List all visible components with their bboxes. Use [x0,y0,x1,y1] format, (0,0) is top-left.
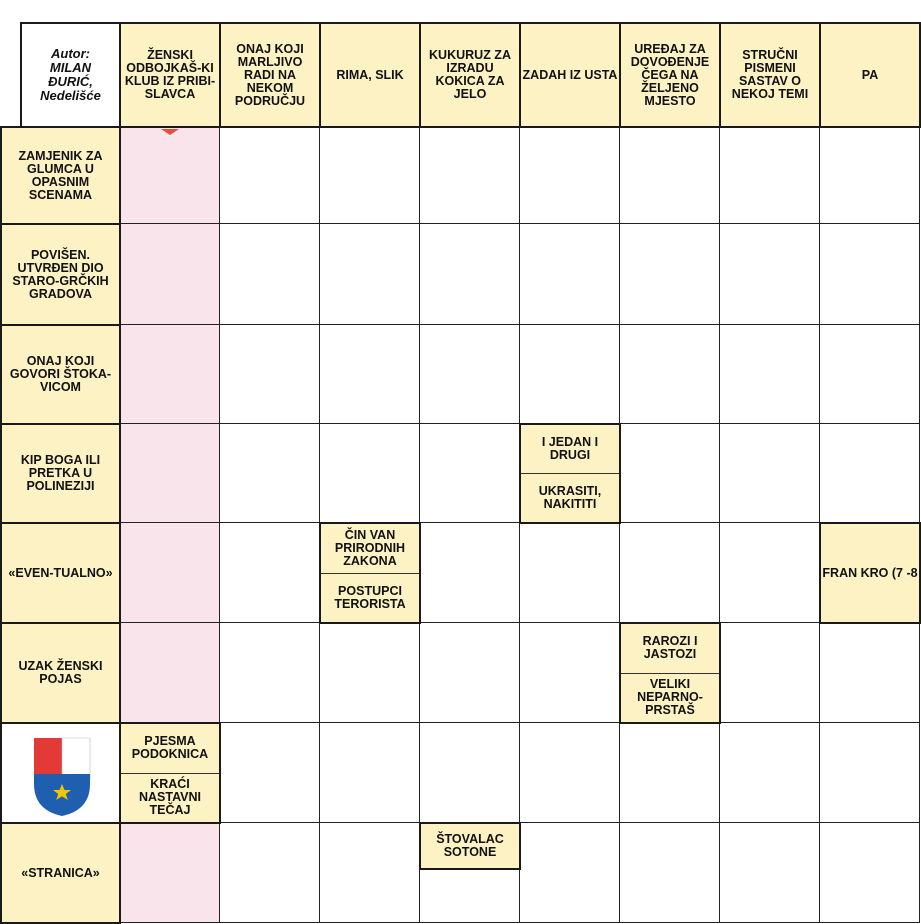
answer-cell[interactable] [120,325,220,424]
answer-cell[interactable] [420,224,520,325]
clue-text: RIMA, SLIK [336,67,404,82]
inner-clue [119,722,221,824]
answer-cell[interactable] [420,127,520,224]
answer-cell[interactable] [820,723,920,823]
answer-cell[interactable] [520,127,620,224]
clue-text: ZAMJENIK ZA GLUMCA U OPASNIM SCENAMA [18,148,103,202]
clue-text: KUKURUZ ZA IZRADU KOKICA ZA JELO [429,48,511,101]
answer-cell[interactable] [420,623,520,723]
clue-text: UKRASITI, NAKITITI [521,473,619,522]
answer-cell[interactable] [620,224,720,325]
answer-cell[interactable] [720,723,820,823]
top-clue [519,22,621,128]
answer-cell[interactable] [320,127,420,224]
answer-cell[interactable] [620,325,720,424]
answer-cell[interactable] [820,424,920,523]
answer-cell[interactable] [820,127,920,224]
clue-text: VELIKI NEPARNO-PRSTAŠ [621,673,719,723]
coat-of-arms-cell [0,722,122,824]
answer-cell[interactable] [320,623,420,723]
clue-text: PJESMA PODOKNICA [131,734,209,762]
answer-cell[interactable] [720,424,820,523]
answer-cell[interactable] [320,325,420,424]
answer-cell[interactable] [720,325,820,424]
answer-cell[interactable] [120,523,220,623]
answer-cell[interactable] [820,224,920,325]
clue-text: POSTUPCI TERORISTA [321,573,419,623]
answer-cell[interactable] [520,224,620,325]
answer-cell[interactable] [220,224,320,325]
answer-cell[interactable] [220,723,320,823]
clue-text: KRAĆI NASTAVNI TEČAJ [121,773,219,823]
top-clue [819,22,921,128]
top-clue [619,22,721,128]
answer-cell[interactable] [420,723,520,823]
answer-cell[interactable] [820,823,920,923]
answer-cell[interactable] [720,523,820,623]
left-clue [0,522,121,624]
answer-cell[interactable] [720,823,820,923]
answer-cell[interactable] [220,325,320,424]
inner-clue [319,522,421,624]
answer-cell[interactable] [320,224,420,325]
top-clue [419,22,521,128]
answer-cell[interactable] [320,723,420,823]
municipal-coat-of-arms-icon [2,724,122,824]
answer-cell[interactable] [320,424,420,523]
answer-cell[interactable] [520,523,620,623]
clue-text: ŽENSKI ODBOJKAŠ-KI KLUB IZ PRIBI-SLAVCA [124,48,216,101]
answer-cell[interactable] [520,325,620,424]
answer-cell[interactable] [420,325,520,424]
answer-cell[interactable] [720,224,820,325]
left-clue [0,622,121,724]
clue-text: STRUČNI PISMENI SASTAV O NEKOJ TEMI [731,48,809,101]
inner-clue [619,622,721,724]
answer-cell[interactable] [720,127,820,224]
top-clue [319,22,421,128]
author-line: Nedelišće [40,88,101,103]
clue-text: I JEDAN I DRUGI [541,435,599,462]
inner-clue [519,423,621,524]
author-credit [20,22,121,128]
author-line: Autor: [50,46,90,61]
answer-cell[interactable] [220,623,320,723]
left-clue [0,423,121,524]
answer-cell[interactable] [620,723,720,823]
answer-cell[interactable] [720,623,820,723]
clue-text: POVIŠEN. UTVRĐEN DIO STARO-GRČKIH GRADOVA [12,247,109,301]
clue-text: PA [861,67,879,82]
top-clue [219,22,321,128]
answer-cell[interactable] [520,623,620,723]
clue-text: UZAK ŽENSKI POJAS [18,659,103,686]
top-clue [119,22,221,128]
clue-text: ONAJ KOJI GOVORI ŠTOKA-VICOM [9,354,112,394]
answer-cell[interactable] [120,823,220,923]
top-clue [719,22,821,128]
answer-cell[interactable] [220,823,320,923]
answer-cell[interactable] [820,623,920,723]
clue-text: ONAJ KOJI MARLJIVO RADI NA NEKOM PODRUČJU [234,41,306,108]
author-line: MILAN [49,60,92,75]
answer-cell[interactable] [120,424,220,523]
answer-cell[interactable] [120,224,220,325]
answer-cell[interactable] [520,723,620,823]
answer-cell[interactable] [520,823,620,923]
clue-text: FRAN KRO (7 -8 [822,565,918,580]
answer-cell[interactable] [320,823,420,923]
down-arrow-icon [161,129,179,135]
answer-cell[interactable] [420,523,520,623]
clue-text: KIP BOGA ILI PRETKA U POLINEZIJI [20,453,101,493]
clue-text: UREĐAJ ZA DOVOĐENJE ČEGA NA ŽELJENO MJESTO [630,41,710,108]
left-clue [0,223,121,326]
author-lines [40,47,101,103]
answer-cell[interactable] [120,623,220,723]
top-margin [0,0,863,22]
author-line: ĐURIĆ, [48,74,93,89]
answer-cell[interactable] [420,424,520,523]
answer-cell[interactable] [220,424,320,523]
answer-cell[interactable] [220,523,320,623]
left-clue [0,126,121,225]
clue-text: «STRANICA» [21,865,100,880]
left-clue [0,324,121,425]
left-clue [0,822,121,924]
clue-text: ZADAH IZ USTA [522,67,618,82]
answer-cell[interactable] [620,127,720,224]
answer-cell[interactable] [620,523,720,623]
answer-cell[interactable] [120,127,220,224]
answer-cell[interactable] [220,127,320,224]
clue-text: «EVEN-TUALNO» [8,565,113,580]
inner-clue [819,522,921,624]
answer-cell[interactable] [620,424,720,523]
clue-text: RAROZI I JASTOZI [642,634,698,662]
answer-cell[interactable] [620,823,720,923]
inner-clue [419,822,521,870]
clue-text: ŠTOVALAC SOTONE [436,832,504,859]
answer-cell[interactable] [820,325,920,424]
clue-text: ČIN VAN PRIRODNIH ZAKONA [334,527,406,568]
